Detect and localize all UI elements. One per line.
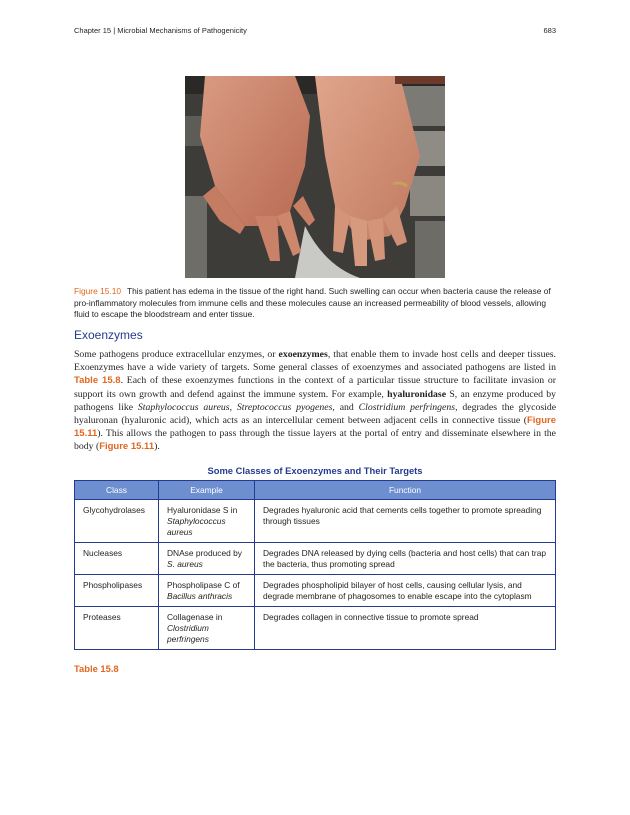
text-run: , degrades the glycoside hyaluronan (hyaluronic acid), which acts as an intercellular cement between adjacent cells in connective tissue ( xyxy=(74,401,557,427)
text-run: . Each of these exoenzymes functions in the context of a particular tissue structure to facilitate invasion or support its own growth and defend against the immune system. For example, xyxy=(74,375,556,400)
edema-hands-photo xyxy=(185,76,445,278)
example-text: Phospholipase C of xyxy=(167,580,240,590)
text-run: , that enable them to invade host cells and deeper tissues. Exoenzymes have a wide variety of targets. Some general classes of exoenzymes and associated pathogens are listed in xyxy=(74,349,556,374)
example-cell xyxy=(159,500,255,543)
example-organism: Bacillus anthracis xyxy=(167,591,233,601)
organism-name: Streptococcus pyogenes xyxy=(236,401,333,413)
example-organism: Clostridium perfringens xyxy=(167,623,209,644)
figure-caption-text: This patient has edema in the tissue of the right hand. Such swelling can occur when bacteria cause the release of pro-inflammatory molecules from immune cells and these molecules cause an increased permeability of blood vessels, allowing fluid to escape the bloodstream and enter tissue. xyxy=(74,286,551,319)
example-text: DNAse produced by xyxy=(167,548,242,558)
class-cell: Phospholipases xyxy=(75,575,159,607)
table-label: Table 15.8 xyxy=(74,663,119,674)
text-run: ). This allows the pathogen to pass through the tissue layers at the portal of entry and disseminate elsewhere in the body ( xyxy=(74,428,556,453)
example-text: Collagenase in xyxy=(167,612,223,622)
organism-name: Clostridium perfringens xyxy=(358,401,456,413)
figure-reference-link[interactable]: Figure 15.11 xyxy=(99,441,155,453)
table-title: Some Classes of Exoenzymes and Their Targets xyxy=(207,465,423,476)
chapter-title: Chapter 15 | Microbial Mechanisms of Pathogenicity xyxy=(74,26,247,35)
text-run: , and xyxy=(332,401,359,413)
page-header xyxy=(74,26,556,38)
function-cell: Degrades hyaluronic acid that cements cells together to promote spreading through tissues xyxy=(255,500,556,543)
table-row xyxy=(75,500,556,543)
table-header-row xyxy=(75,481,556,500)
function-cell: Degrades collagen in connective tissue to promote spread xyxy=(255,607,556,650)
page-number: 683 xyxy=(543,26,556,35)
figure-label: Figure 15.10 xyxy=(74,286,122,296)
table-row xyxy=(75,543,556,575)
class-cell: Proteases xyxy=(75,607,159,650)
text-run: S, an enzyme produced by pathogens like xyxy=(74,388,556,413)
column-header-example: Example xyxy=(159,481,255,500)
text-run: ). xyxy=(154,441,160,453)
table-row xyxy=(75,575,556,607)
text-run: , xyxy=(229,401,237,413)
function-cell: Degrades DNA released by dying cells (bacteria and host cells) that can trap the bacteria, thus promoting spread xyxy=(255,543,556,575)
class-cell: Nucleases xyxy=(75,543,159,575)
column-header-class: Class xyxy=(75,481,159,500)
figure-reference-link[interactable]: Figure 15.11 xyxy=(74,415,556,440)
function-cell: Degrades phospholipid bilayer of host cells, causing cellular lysis, and degrade membrane of phagosomes to enable escape into the cytoplasm xyxy=(255,575,556,607)
example-cell xyxy=(159,543,255,575)
figure-caption xyxy=(74,286,556,321)
organism-name: Staphylococcus aureus xyxy=(137,401,230,413)
example-cell xyxy=(159,607,255,650)
exoenzyme-table xyxy=(74,480,556,650)
table-row xyxy=(75,607,556,650)
example-organism: Staphylococcus aureus xyxy=(167,516,226,537)
text-run: Some pathogens produce extracellular enzymes, or xyxy=(74,349,279,360)
body-paragraph xyxy=(74,348,556,454)
class-cell: Glycohydrolases xyxy=(75,500,159,543)
term-hyaluronidase: hyaluronidase xyxy=(387,388,447,400)
term-exoenzymes: exoenzymes xyxy=(278,349,328,360)
example-organism: S. aureus xyxy=(167,559,203,569)
column-header-function: Function xyxy=(255,481,556,500)
table-reference-link[interactable]: Table 15.8 xyxy=(74,375,121,387)
example-text: Hyaluronidase S in xyxy=(167,505,238,515)
section-heading: Exoenzymes xyxy=(74,328,143,342)
example-cell xyxy=(159,575,255,607)
